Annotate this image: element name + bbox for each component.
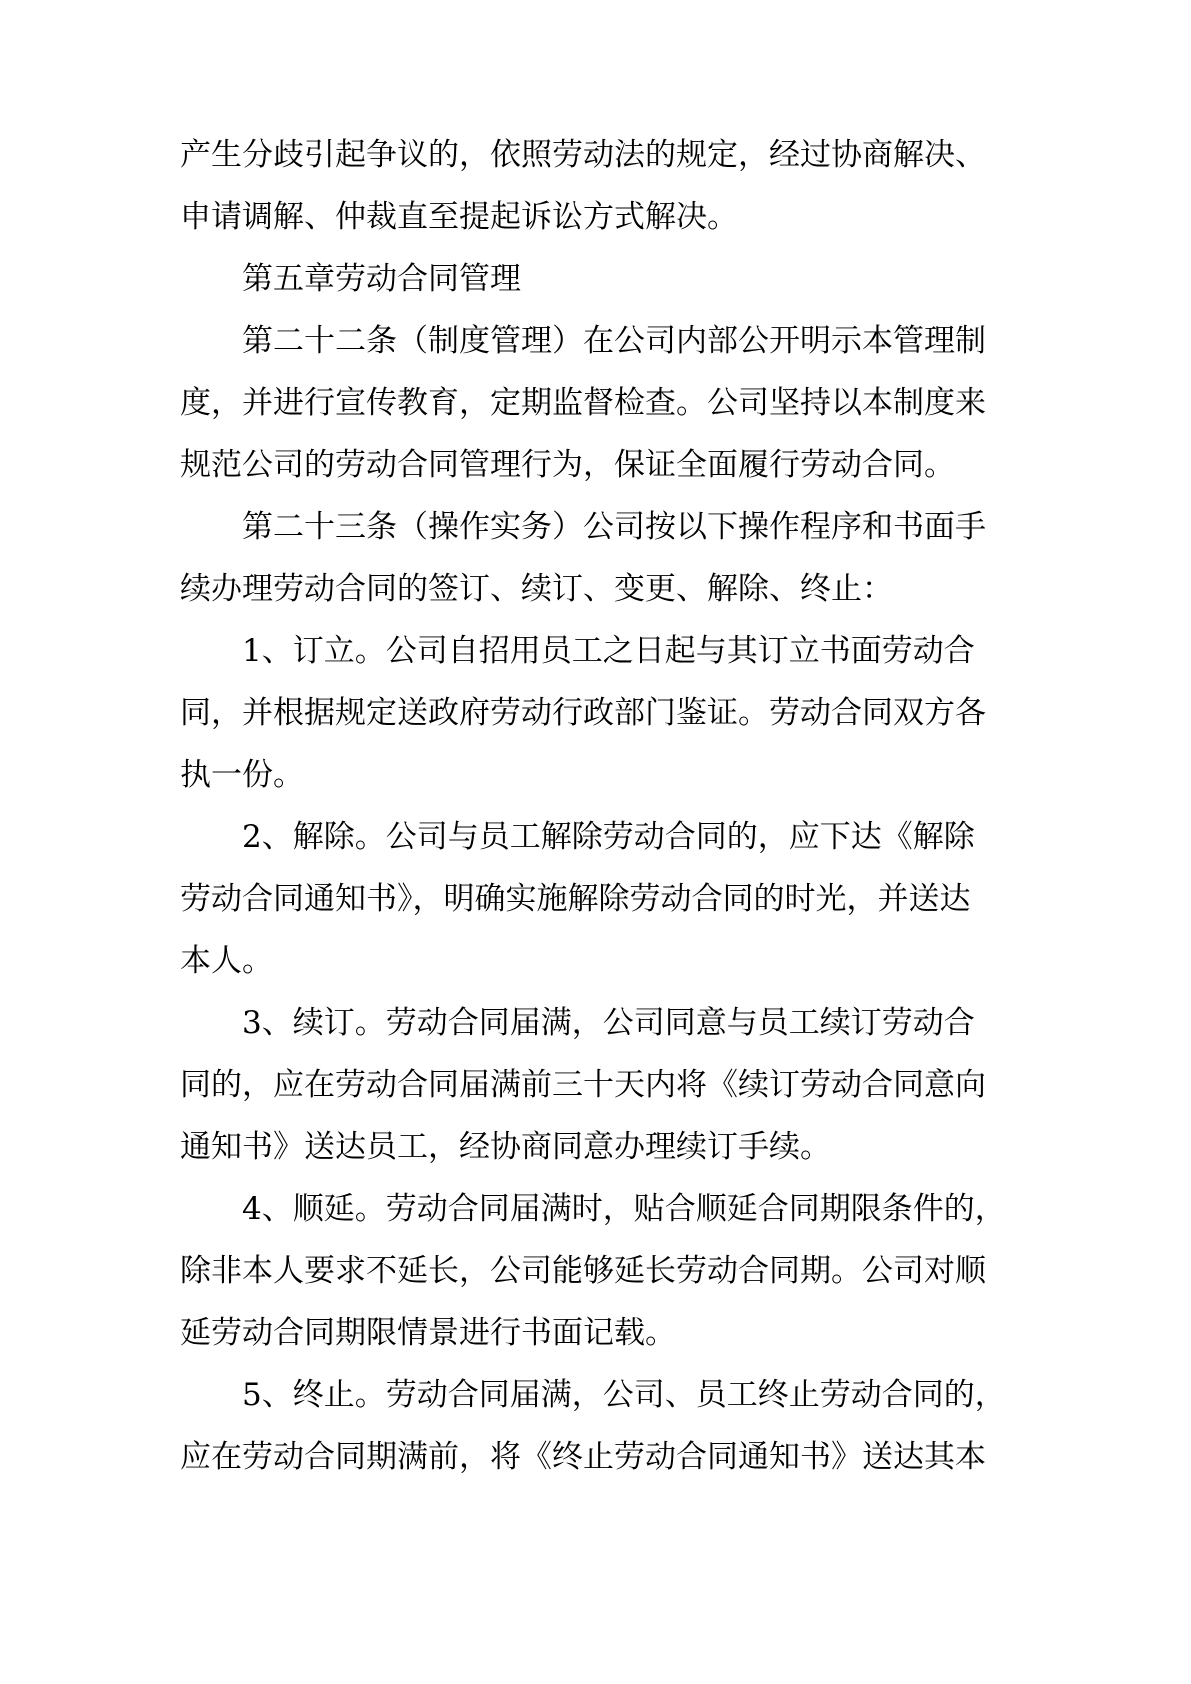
text-line: 应在劳动合同期满前，将《终止劳动合同通知书》送达其本 [180, 1439, 986, 1475]
text-line: 同，并根据规定送政府劳动行政部门鉴证。劳动合同双方各 [180, 695, 986, 731]
text-line: 申请调解、仲裁直至提起诉讼方式解决。 [180, 199, 738, 235]
text-line: 1、订立。公司自招用员工之日起与其订立书面劳动合 [242, 633, 975, 669]
text-line: 2、解除。公司与员工解除劳动合同的，应下达《解除 [242, 819, 975, 855]
text-line: 执一份。 [180, 757, 304, 793]
document-body [180, 124, 1030, 1488]
text-line: 本人。 [180, 943, 273, 979]
text-line: 续办理劳动合同的签订、续订、变更、解除、终止： [180, 571, 893, 607]
chapter-heading: 第五章劳动合同管理 [242, 261, 521, 297]
text-line: 延劳动合同期限情景进行书面记载。 [180, 1315, 676, 1351]
text-line: 通知书》送达员工，经协商同意办理续订手续。 [180, 1129, 831, 1165]
text-line: 度，并进行宣传教育，定期监督检查。公司坚持以本制度来 [180, 385, 986, 421]
text-line: 规范公司的劳动合同管理行为，保证全面履行劳动合同。 [180, 447, 955, 483]
text-line: 产生分歧引起争议的，依照劳动法的规定，经过协商解决、 [180, 137, 986, 173]
text-line: 除非本人要求不延长，公司能够延长劳动合同期。公司对顺 [180, 1253, 986, 1289]
text-line: 第二十二条（制度管理）在公司内部公开明示本管理制 [242, 323, 986, 359]
text-line: 劳动合同通知书》，明确实施解除劳动合同的时光，并送达 [180, 881, 971, 917]
text-line: 3、续订。劳动合同届满，公司同意与员工续订劳动合 [242, 1005, 975, 1041]
text-line: 4、顺延。劳动合同届满时，贴合顺延合同期限条件的， [242, 1191, 1006, 1227]
text-line: 同的，应在劳动合同届满前三十天内将《续订劳动合同意向 [180, 1067, 986, 1103]
text-line: 第二十三条（操作实务）公司按以下操作程序和书面手 [242, 509, 986, 545]
text-line: 5、终止。劳动合同届满，公司、员工终止劳动合同的， [242, 1377, 1006, 1413]
